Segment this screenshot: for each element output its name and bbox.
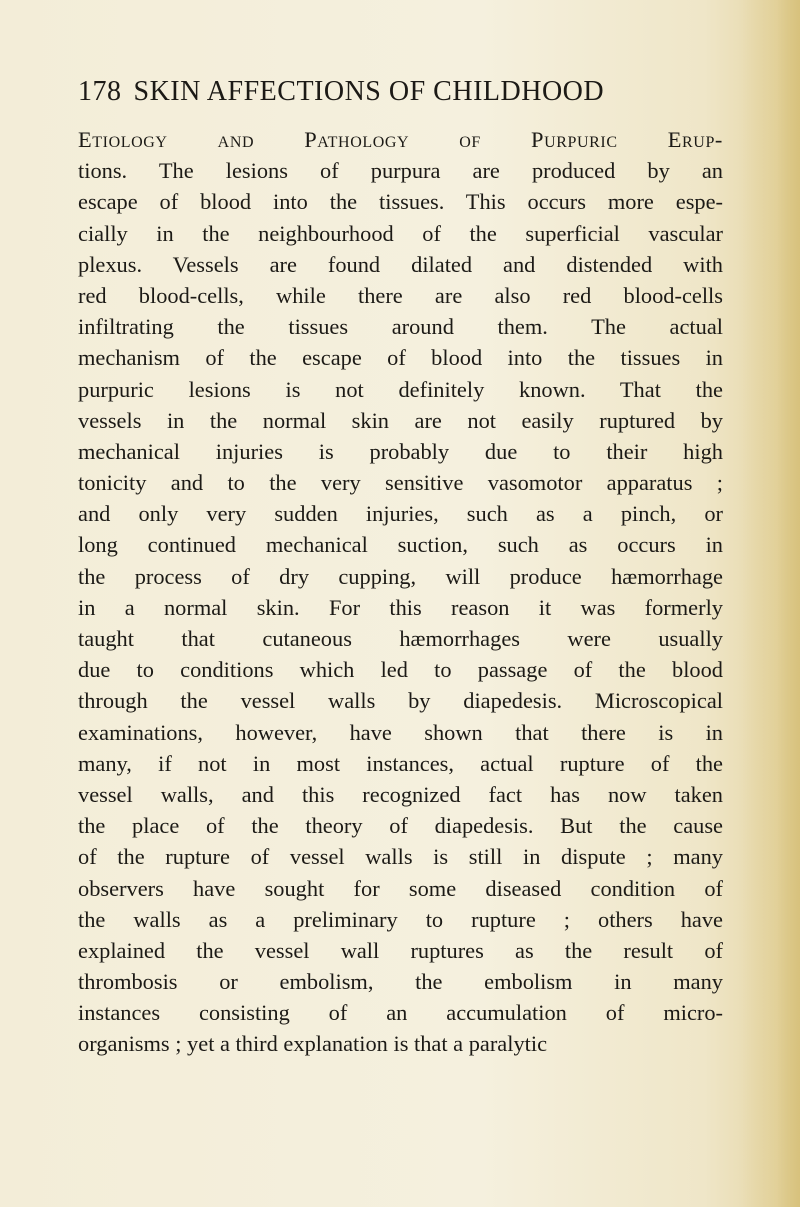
text-line: red blood-cells, while there are also red blood-cells [78,282,723,308]
text-line: the place of the theory of diapedesis. But the cause [78,813,723,839]
text-line: organisms ; yet a third explanation is that a paralytic [78,1031,548,1057]
page-number: 178 [78,76,122,107]
text-line: infiltrating the tissues around them. The actual [78,314,723,340]
text-line: taught that cutaneous hæmorrhages were usually [78,626,723,651]
text-line: purpuric lesions is not definitely known. That the [78,376,723,402]
text-line: long continued mechanical suction, such as occurs in [78,532,723,558]
running-head [78,76,604,108]
text-line: mechanical injuries is probably due to their high [78,438,723,464]
text-line: observers have sought for some diseased condition of [78,875,723,901]
text-line: of the rupture of vessel walls is still in dispute ; many [78,844,723,870]
text-line: vessels in the normal skin are not easily ruptured by [78,407,723,433]
text-line: plexus. Vessels are found dilated and distended with [78,251,723,277]
text-line: tonicity and to the very sensitive vasomotor apparatus ; [78,470,723,496]
text-line: explained the vessel wall ruptures as the result of [78,937,723,963]
text-line: instances consisting of an accumulation of micro- [78,1000,723,1026]
text-line: tions. The lesions of purpura are produced by an [78,158,723,184]
text-line [78,124,723,155]
text-line: the walls as a preliminary to rupture ; others have [78,906,723,932]
text-line: many, if not in most instances, actual rupture of the [78,750,723,776]
text-line: in a normal skin. For this reason it was formerly [78,594,723,620]
text-line: cially in the neighbourhood of the superficial vascular [78,220,723,246]
section-heading: Etiology and Pathology of Purpuric Erup- [78,127,723,152]
text-line: mechanism of the escape of blood into the tissues in [78,345,723,371]
text-line: and only very sudden injuries, such as a pinch, or [78,501,723,527]
text-line: thrombosis or embolism, the embolism in many [78,969,723,995]
text-line: through the vessel walls by diapedesis. Microscopical [78,688,723,714]
text-line: vessel walls, and this recognized fact has now taken [78,781,723,807]
text-line: due to conditions which led to passage of the blood [78,657,723,683]
body-paragraph [78,124,723,1060]
text-line: examinations, however, have shown that there is in [78,719,723,745]
text-line: escape of blood into the tissues. This occurs more espe- [78,189,723,215]
page-gutter-shadow [740,0,800,1207]
text-line: the process of dry cupping, will produce hæmorrhage [78,563,723,589]
running-head-title: SKIN AFFECTIONS OF CHILDHOOD [133,76,605,107]
